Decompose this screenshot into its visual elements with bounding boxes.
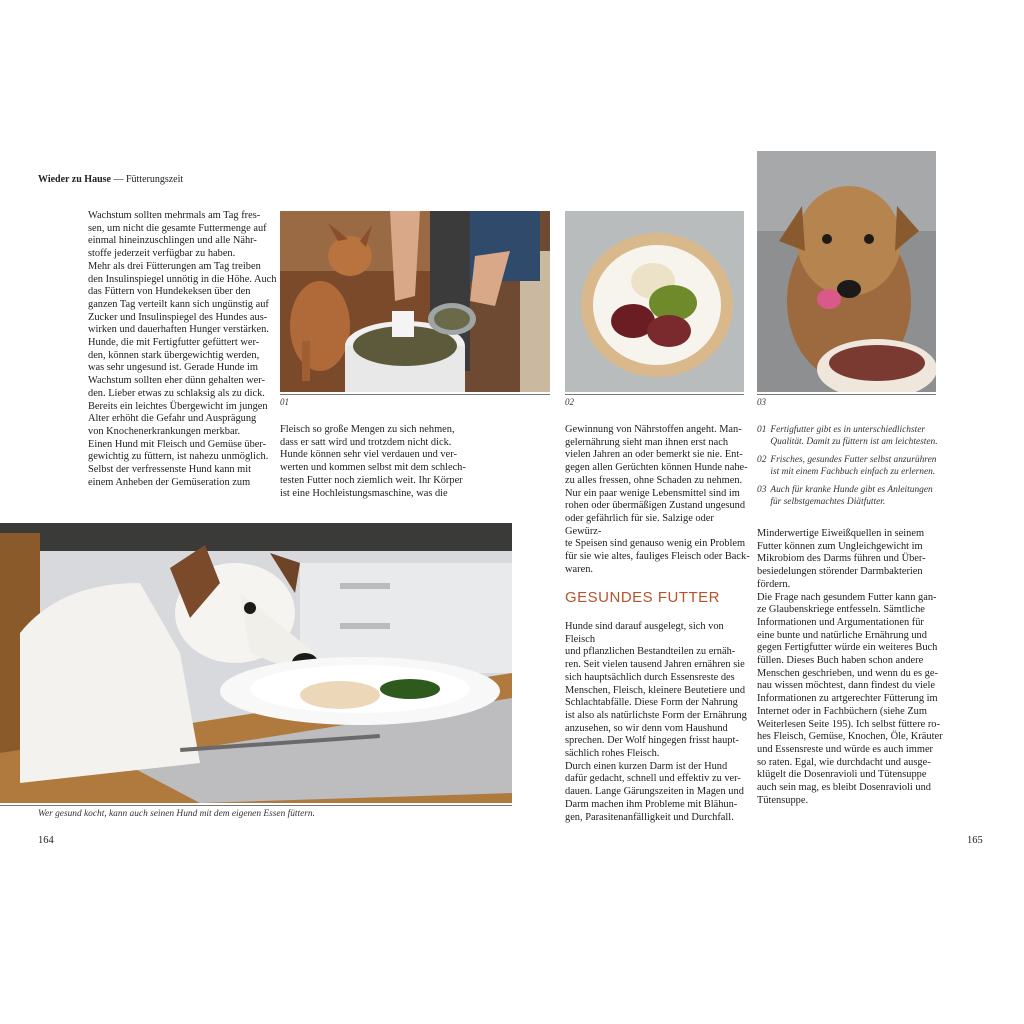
- photo-03-rule: [757, 394, 936, 395]
- caption-number: 03: [757, 485, 767, 495]
- text-column-2: Fleisch so große Mengen zu sich nehmen, dass er satt wird und trotzdem nicht dick. Hunde können sehr viel verdauen und ver- werten und kommen selbst mit dem schlech- testen Futter noch ziemlich weit. Ihr Körper ist eine Hochleistungsmaschine, was die: [280, 424, 466, 499]
- photo-01-rule: [280, 394, 550, 395]
- photo-02-number: 02: [565, 397, 574, 407]
- text-column-3-bottom: Hunde sind darauf ausgelegt, sich von Fleisch und pflanzlichen Bestandteilen zu ernäh- ren. Seit vielen tausend Jahren ernähren sie sich hauptsächlich durch Essensreste des Menschen, Fleisch, kleinere Beutetiere und Schlachtabfälle. Diese Form der Nahrung ist also als natürlichste Form der Ernährung anzusehen, so wir denn vom Haushund sprechen. Der Wolf hingegen frisst haupt- sächlich rohes Fleisch. Durch einen kurzen Darm ist der Hund dafür gedacht, schnell und effektiv zu ver- dauen. Lange Gärungszeiten in Magen und Darm machen ihm Probleme mit Blähun- gen, Parasitenanfälligkeit und Durchfall.: [565, 621, 747, 823]
- big-photo: [0, 523, 512, 803]
- photo-03-image: [757, 151, 936, 392]
- text-column-3-top: Gewinnung von Nährstoffen angeht. Man- gelernährung sieht man ihnen erst nach vielen Jahren an oder bemerkt sie nie. Ent- gegen allen Gerüchten können Hunde nahe- zu alles fressen, ohne Schaden zu nehmen. Nur ein paar wenige Lebensmittel sind im rohen oder übermäßigen Zustand ungesund oder gefährlich für sie. Salzige oder Gewürz- te Speisen sind genauso wenig ein Problem für sie wie altes, fauliges Fleisch oder Back- waren.: [565, 424, 750, 575]
- big-photo-image: [0, 523, 512, 803]
- photo-03-number: 03: [757, 397, 766, 407]
- caption-text: Auch für kranke Hunde gibt es Anleitungen für selbstgemachtes Diätfutter.: [770, 485, 933, 507]
- text-column-1: Wachstum sollten mehrmals am Tag fres- sen, um nicht die gesamte Futtermenge auf einmal hineinzuschlingen und alle Nähr- stoffe jederzeit verfügbar zu haben. Mehr als drei Fütterungen am Tag treiben den Insulinspiegel unnötig in die Höhe. Auch das Füttern von Hundekeksen über den ganzen Tag verteilt kann sich ungünstig auf Zucker und Insulinspiegel des Hundes aus- wirken und dauerhaften Hunger verstärken. Hunde, die mit Fertigfutter gefüttert wer- den, können stark übergewichtig werden, was sehr ungesund ist. Gerade Hunde im Wachstum sollten eher dünn gehalten wer- den. Lieber etwas zu schlaksig als zu dick. Bereits ein leichtes Übergewicht im jungen Alter erhöht die Gefahr und Ausprägung von Knochenerkrankungen merkbar. Einen Hund mit Fleisch und Gemüse über- gewichtig zu füttern, ist nahezu unmöglich. Selbst der verfressenste Hund kann mit einem Anheben der Gemüseration zum: [88, 210, 277, 488]
- big-photo-caption: Wer gesund kocht, kann auch seinen Hund mit dem eigenen Essen füttern.: [38, 809, 315, 819]
- header-subsection: Fütterungszeit: [125, 174, 184, 185]
- caption-text: Frisches, gesundes Futter selbst anzurühren ist mit einem Fachbuch einfach zu erlernen.: [770, 455, 937, 477]
- running-header: [38, 174, 183, 185]
- big-photo-rule: [0, 805, 512, 806]
- photo-02-rule: [565, 394, 744, 395]
- photo-02-image: [565, 211, 744, 392]
- caption-item-03: [757, 484, 957, 508]
- photo-01-number: 01: [280, 397, 289, 407]
- caption-number: 01: [757, 425, 767, 435]
- photo-01: [280, 211, 550, 392]
- caption-number: 02: [757, 455, 767, 465]
- header-separator: —: [113, 174, 124, 185]
- photo-captions: [757, 424, 957, 514]
- header-section: Wieder zu Hause: [38, 174, 111, 185]
- caption-text: Fertigfutter gibt es in unterschiedlichster Qualität. Damit zu füttern ist am leichtesten.: [770, 425, 938, 447]
- photo-02: [565, 211, 744, 392]
- photo-03: [757, 151, 936, 392]
- section-heading: GESUNDES FUTTER: [565, 589, 721, 606]
- page-number-right: 165: [967, 835, 983, 846]
- caption-item-02: [757, 454, 957, 478]
- photo-01-image: [280, 211, 550, 392]
- caption-item-01: [757, 424, 957, 448]
- page-number-left: 164: [38, 835, 54, 846]
- text-column-4: Minderwertige Eiweißquellen in seinem Futter können zum Ungleichgewicht im Mikrobiom des Darms führen und Über- besiedelungen störender Darmbakterien fördern. Die Frage nach gesundem Futter kann gan- ze Glaubenskriege entfesseln. Sämtliche Informationen und Argumentationen für eine bunte und natürliche Ernährung und gegen Fertigfutter würde ein weiteres Buch füllen. Dieses Buch haben schon andere Menschen geschrieben, und wenn du es ge- nau wissen möchtest, dann findest du viele Informationen zu artgerechter Fütterung im Internet oder in Fachbüchern (siehe Zum Weiterlesen Seite 195). Ich selbst füttere ro- hes Fleisch, Gemüse, Knochen, Öle, Kräuter und Essensreste und würde es auch immer so raten. Egal, wie durchdacht und ausge- klügelt die Dosenravioli und Tütensuppe auch sein mag, es bleibt Dosenravioli und Tütensuppe.: [757, 528, 943, 806]
